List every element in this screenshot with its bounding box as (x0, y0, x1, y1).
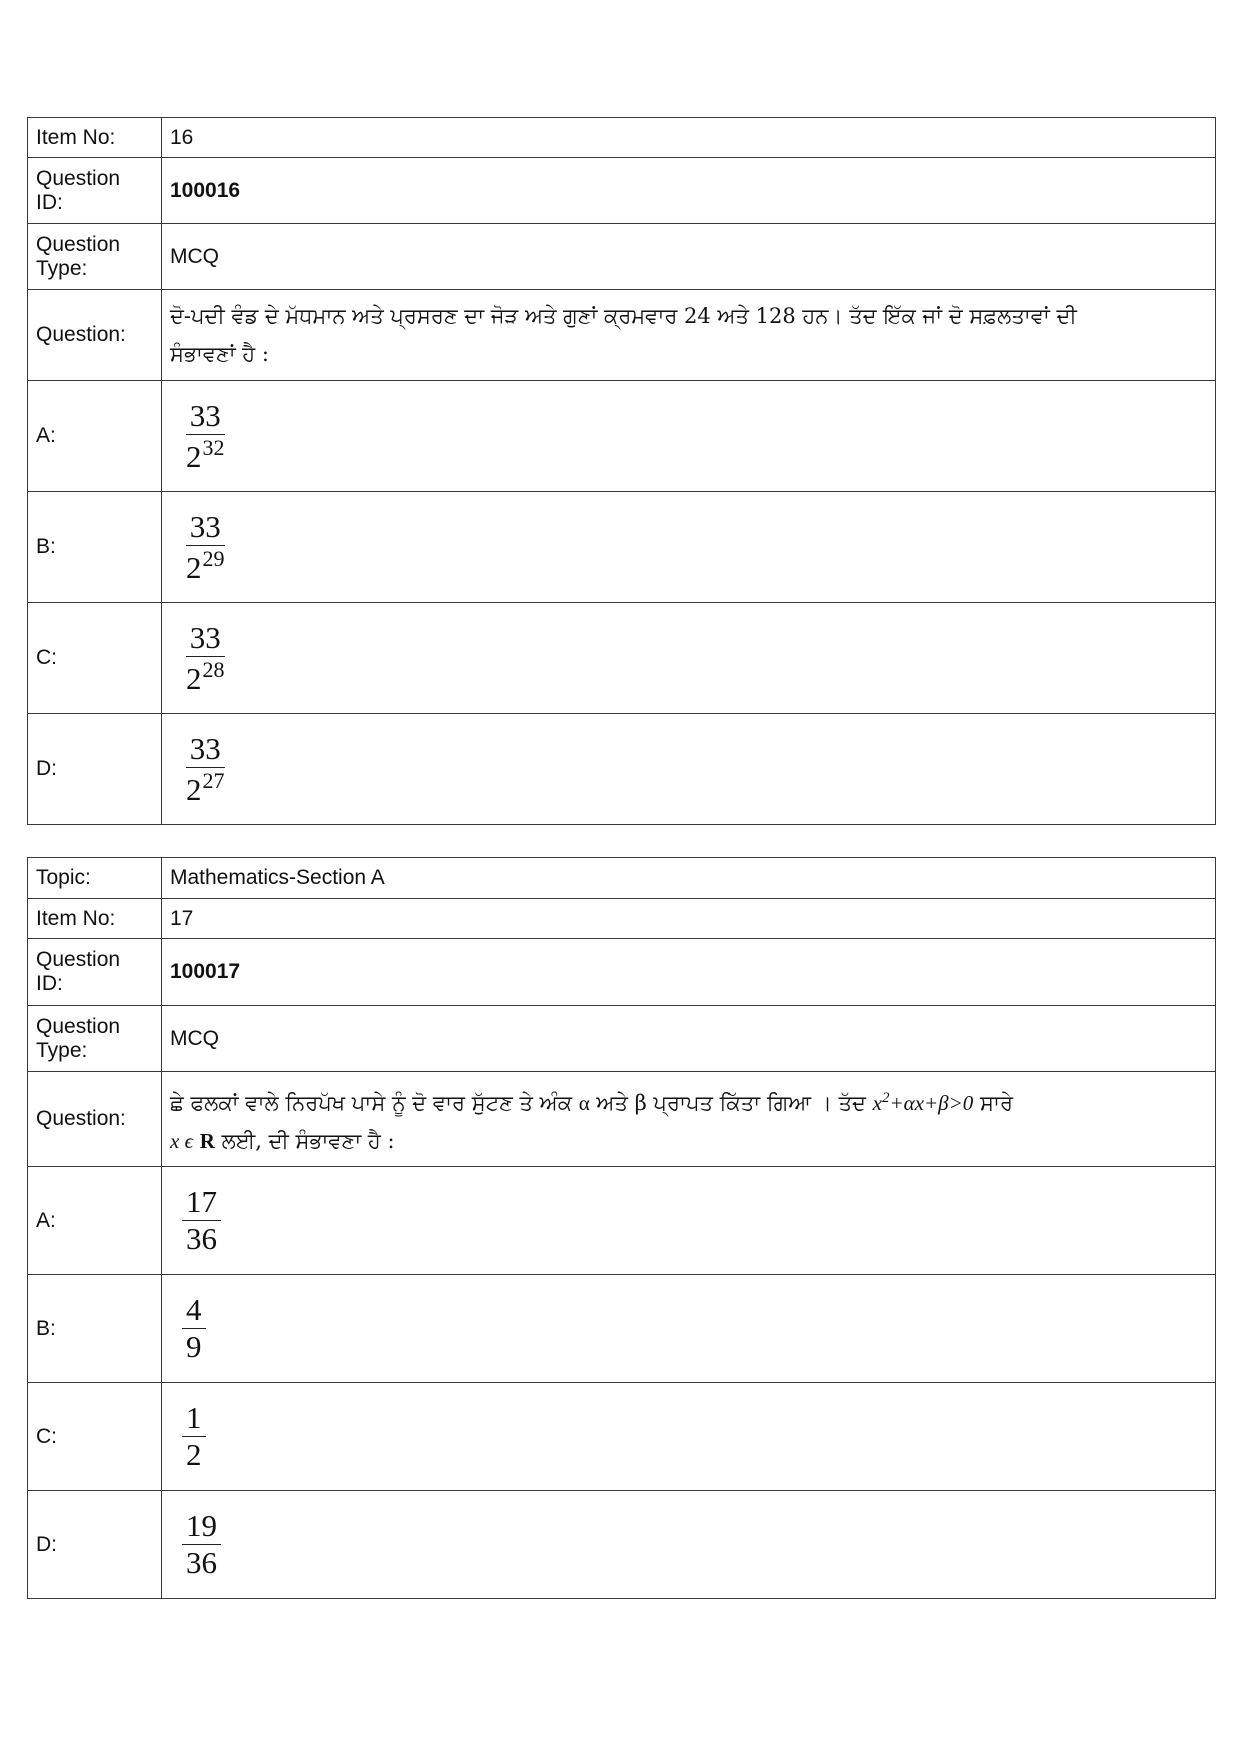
item-no-value: 16 (162, 118, 1216, 158)
question-text: ਛੇ ਫਲਕਾਂ ਵਾਲੇ ਨਿਰਪੱਖ ਪਾਸੇ ਨੂੰ ਦੋ ਵਾਰ ਸੁੱਟਣ ਤੇ ਅੰਕ α ਅਤੇ β ਪ੍ਰਾਪਤ ਕਿੱਤਾ ਗਿਆ । ਤੱਦ $x^2+\alpha x+\beta>0$ ਸਾਰੇ x ϵ R ਲਈ, ਦੀ ਸੰਭਾਵਣਾ ਹੈ : (162, 1072, 1216, 1167)
topic-label: Topic: (28, 858, 162, 899)
option-c-row (28, 603, 1216, 714)
option-a-value (162, 381, 1216, 492)
option-b-row (28, 492, 1216, 603)
option-b-value (162, 1275, 1216, 1383)
option-b-fraction: $\frac{4}{9}$ (182, 1292, 206, 1364)
option-d-fraction: $\frac{19}{36}$ (182, 1508, 221, 1580)
question-id-label: Question ID: (28, 158, 162, 224)
option-a-fraction: $\frac{17}{36}$ (182, 1184, 221, 1256)
question-type-row (28, 224, 1216, 290)
question-id-label: Question ID: (28, 939, 162, 1006)
question-type-row (28, 1006, 1216, 1072)
question-id-row (28, 158, 1216, 224)
question-row (28, 1072, 1216, 1167)
option-c-label: C: (28, 603, 162, 714)
question-type-label: Question Type: (28, 224, 162, 290)
item-no-row (28, 118, 1216, 158)
option-c-value (162, 603, 1216, 714)
question-type-label: Question Type: (28, 1006, 162, 1072)
question-16-table (27, 117, 1216, 825)
option-b-value (162, 492, 1216, 603)
option-a-row (28, 1167, 1216, 1275)
option-b-fraction: $\frac{33}{2^{29}}$ (186, 508, 225, 585)
option-b-label: B: (28, 1275, 162, 1383)
option-d-fraction: $\frac{33}{2^{27}}$ (186, 730, 225, 807)
topic-row (28, 858, 1216, 899)
item-no-row (28, 899, 1216, 939)
item-no-label: Item No: (28, 118, 162, 158)
item-no-value: 17 (162, 899, 1216, 939)
question-17-table (27, 857, 1216, 1599)
option-a-row (28, 381, 1216, 492)
option-d-value (162, 714, 1216, 825)
option-c-row (28, 1383, 1216, 1491)
option-d-label: D: (28, 714, 162, 825)
question-text: ਦੋ-ਪਦੀ ਵੰਡ ਦੇ ਮੱਧਮਾਨ ਅਤੇ ਪ੍ਰਸਰਣ ਦਾ ਜੋੜ ਅਤੇ ਗੁਣਾਂ ਕ੍ਰਮਵਾਰ 24 ਅਤੇ 128 ਹਨ। ਤੱਦ ਇੱਕ ਜਾਂ ਦੋ ਸਫ਼ਲਤਾਵਾਂ ਦੀ ਸੰਭਾਵਣਾਂ ਹੈ : (162, 290, 1216, 381)
option-a-label: A: (28, 381, 162, 492)
item-no-label: Item No: (28, 899, 162, 939)
option-d-row (28, 1491, 1216, 1599)
option-c-fraction: $\frac{33}{2^{28}}$ (186, 619, 225, 696)
option-a-label: A: (28, 1167, 162, 1275)
topic-value: Mathematics-Section A (162, 858, 1216, 899)
question-label: Question: (28, 1072, 162, 1167)
option-c-fraction: $\frac{1}{2}$ (182, 1400, 206, 1472)
option-c-label: C: (28, 1383, 162, 1491)
option-d-value (162, 1491, 1216, 1599)
option-b-label: B: (28, 492, 162, 603)
option-a-value (162, 1167, 1216, 1275)
question-id-value: 100017 (162, 939, 1216, 1006)
option-d-label: D: (28, 1491, 162, 1599)
option-d-row (28, 714, 1216, 825)
question-id-value: 100016 (162, 158, 1216, 224)
question-type-value: MCQ (162, 224, 1216, 290)
option-a-fraction: $\frac{33}{2^{32}}$ (186, 397, 225, 474)
question-type-value: MCQ (162, 1006, 1216, 1072)
question-id-row (28, 939, 1216, 1006)
inequality-expression: $x^2+\alpha x+\beta>0$ (872, 1089, 974, 1115)
question-label: Question: (28, 290, 162, 381)
option-b-row (28, 1275, 1216, 1383)
option-c-value (162, 1383, 1216, 1491)
question-row (28, 290, 1216, 381)
